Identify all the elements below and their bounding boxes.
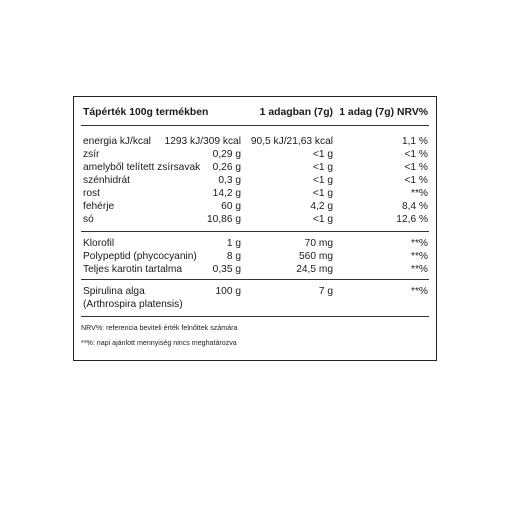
table-row [74,213,436,226]
value-nrv: 12,6 % [396,214,428,225]
ingredient-latin-name: (Arthrospira platensis) [83,299,183,310]
section-divider [81,279,429,280]
value-nrv: **% [411,264,428,275]
nutrient-name: energia kJ/kcal [83,136,151,147]
table-header [74,106,436,119]
nutrient-name: fehérje [83,201,115,212]
value-per-100g: 1293 kJ/309 kcal [164,136,241,147]
nrv-footnote: NRV%: referencia beviteli érték felnőttek számára [81,324,238,332]
value-nrv: 1,1 % [401,136,428,147]
section-divider [81,231,429,232]
table-row [74,161,436,174]
table-row [74,285,436,298]
value-per-portion: <1 g [312,149,333,160]
value-per-100g: 10,86 g [207,214,241,225]
value-per-portion: 7 g [318,286,333,297]
value-per-100g: 0,29 g [212,149,241,160]
header-per-100g: Tápérték 100g termékben [83,107,209,118]
value-nrv: <1 % [404,175,428,186]
footnote-divider [81,316,429,317]
value-per-portion: 90,5 kJ/21,63 kcal [250,136,333,147]
value-nrv: <1 % [404,162,428,173]
header-divider [81,125,429,126]
value-per-portion: <1 g [312,175,333,186]
value-nrv: **% [411,188,428,199]
value-per-portion: <1 g [312,214,333,225]
nutrient-name: só [83,214,94,225]
value-nrv: 8,4 % [401,201,428,212]
nutrient-name: szénhidrát [83,175,131,186]
table-row [74,237,436,250]
nutrient-name: rost [83,188,100,199]
nutrient-name: zsír [83,149,100,160]
header-nrv: 1 adag (7g) NRV% [339,107,428,118]
table-row [74,148,436,161]
value-per-100g: 0,26 g [212,162,241,173]
value-per-portion: <1 g [312,162,333,173]
ingredient-name: Spirulina alga [83,286,145,297]
value-nrv: **% [411,251,428,262]
value-per-100g: 8 g [226,251,241,262]
value-nrv: **% [411,238,428,249]
table-row [74,250,436,263]
nutrient-name: Teljes karotin tartalma [83,264,183,275]
value-per-portion: 70 mg [304,238,333,249]
table-row [74,187,436,200]
value-per-100g: 100 g [215,286,241,297]
nutrition-facts-panel [73,96,437,361]
value-per-100g: 14,2 g [212,188,241,199]
value-per-100g: 0,35 g [212,264,241,275]
value-nrv: **% [411,286,428,297]
header-per-portion: 1 adagban (7g) [259,107,333,118]
star-footnote: **%: napi ajánlott mennyiség nincs meghatározva [81,339,237,347]
value-per-portion: 560 mg [299,251,333,262]
nutrient-name: Polypeptid (phycocyanin) [83,251,197,262]
table-row [74,174,436,187]
table-row [74,135,436,148]
value-nrv: <1 % [404,149,428,160]
value-per-portion: 4,2 g [310,201,333,212]
table-row [74,298,436,311]
value-per-100g: 1 g [226,238,241,249]
value-per-100g: 60 g [221,201,241,212]
nutrient-name: Klorofil [83,238,115,249]
value-per-100g: 0,3 g [218,175,241,186]
value-per-portion: 24,5 mg [296,264,333,275]
table-row [74,263,436,276]
table-row [74,200,436,213]
nutrient-name: amelyből telített zsírsavak [83,162,201,173]
value-per-portion: <1 g [312,188,333,199]
